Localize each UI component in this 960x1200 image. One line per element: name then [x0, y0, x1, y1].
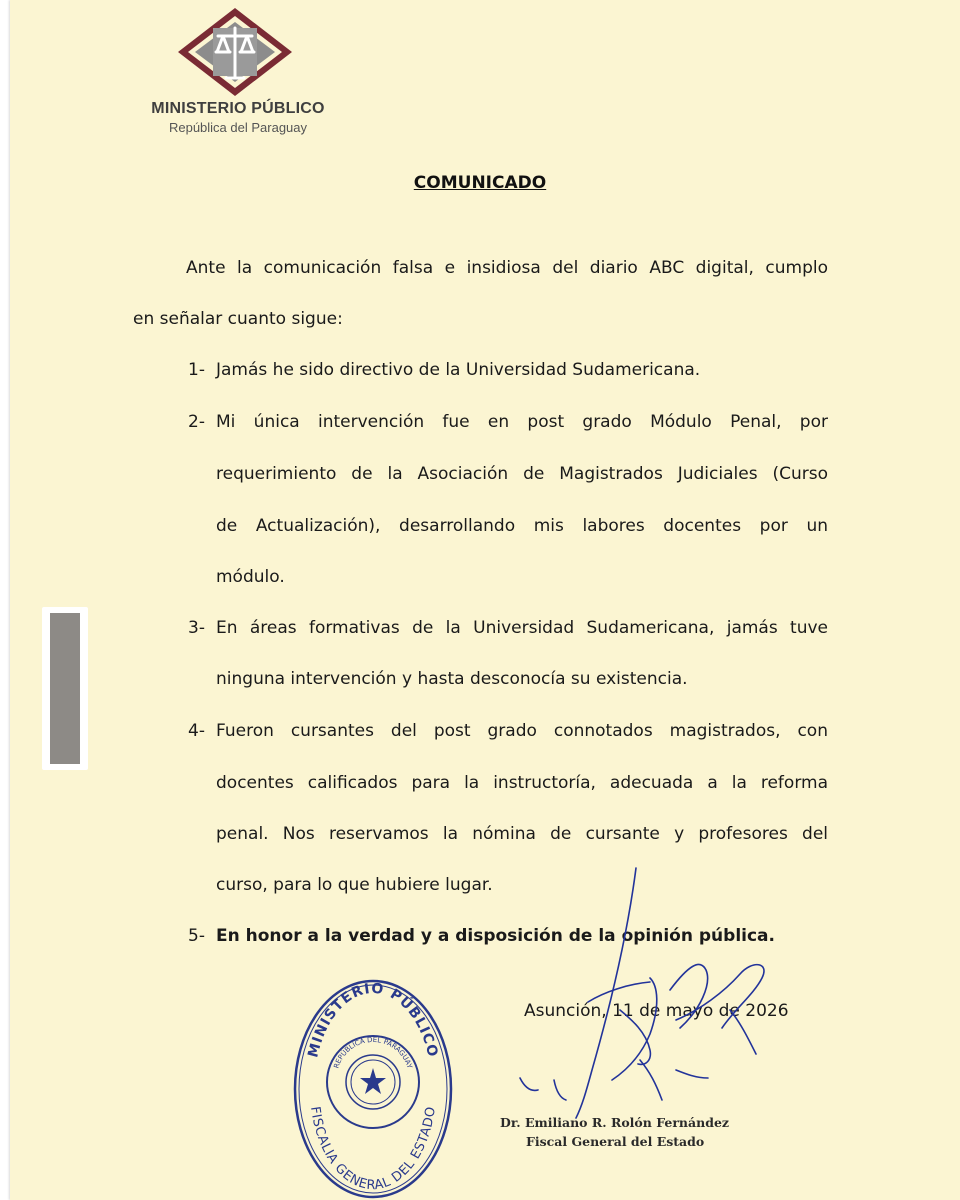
intro-line-2: en señalar cuanto sigue:: [133, 309, 343, 329]
item-4-number: 4-: [188, 721, 205, 741]
redaction-bar: [42, 607, 88, 770]
item-4-line-4: curso, para lo que hubiere lugar.: [216, 875, 493, 895]
intro-line-1: Ante la comunicación falsa e insidiosa del diario ABC digital, cumplo: [186, 258, 828, 278]
redaction-bar-fill: [50, 613, 80, 764]
date-line: Asunción, 11 de mayo de 2026: [524, 1001, 789, 1021]
item-4-line-2: docentes calificados para la instructoría, adecuada a la reforma: [216, 773, 828, 793]
svg-text:MINISTERIO PÚBLICO: [305, 981, 440, 1060]
official-seal-icon: [292, 978, 454, 1200]
item-2-line-4: módulo.: [216, 567, 285, 587]
svg-text:FISCALIA GENERAL DEL ESTADO: [307, 1106, 439, 1194]
item-3-line-2: ninguna intervención y hasta desconocía su existencia.: [216, 669, 688, 689]
item-2-number: 2-: [188, 412, 205, 432]
signer-name: Dr. Emiliano R. Rolón Fernández: [500, 1115, 729, 1130]
item-5-number: 5-: [188, 926, 205, 946]
signer-role: Fiscal General del Estado: [526, 1134, 705, 1149]
handwritten-signature: [500, 860, 800, 1120]
item-2-line-3: de Actualización), desarrollando mis labores docentes por un: [216, 516, 828, 536]
item-2-line-1: Mi única intervención fue en post grado Módulo Penal, por: [216, 412, 828, 432]
item-5-line-1: En honor a la verdad y a disposición de la opinión pública.: [216, 926, 775, 946]
item-1-line-1: Jamás he sido directivo de la Universidad Sudamericana.: [216, 360, 701, 380]
seal-outer-top-text: MINISTERIO PÚBLICO: [305, 980, 441, 1060]
item-4-line-1: Fueron cursantes del post grado connotados magistrados, con: [216, 721, 828, 741]
seal-outer-bottom-text: FISCALIA GENERAL DEL ESTADO: [307, 1105, 440, 1194]
org-subtitle: República del Paraguay: [168, 120, 308, 135]
svg-text:REPÚBLICA DEL PARAGUAY: [332, 1036, 413, 1070]
item-4-line-3: penal. Nos reservamos la nómina de cursante y profesores del: [216, 824, 828, 844]
item-3-number: 3-: [188, 618, 205, 638]
org-name: MINISTERIO PÚBLICO: [151, 100, 325, 117]
seal-inner-text: REPÚBLICA DEL PARAGUAY: [332, 1035, 414, 1070]
item-1-number: 1-: [188, 360, 205, 380]
item-3-line-1: En áreas formativas de la Universidad Sudamericana, jamás tuve: [216, 618, 828, 638]
scales-of-justice-diamond-icon: [176, 6, 294, 96]
item-2-line-2: requerimiento de la Asociación de Magistrados Judiciales (Curso: [216, 464, 828, 484]
document-title: COMUNICADO: [413, 173, 547, 193]
